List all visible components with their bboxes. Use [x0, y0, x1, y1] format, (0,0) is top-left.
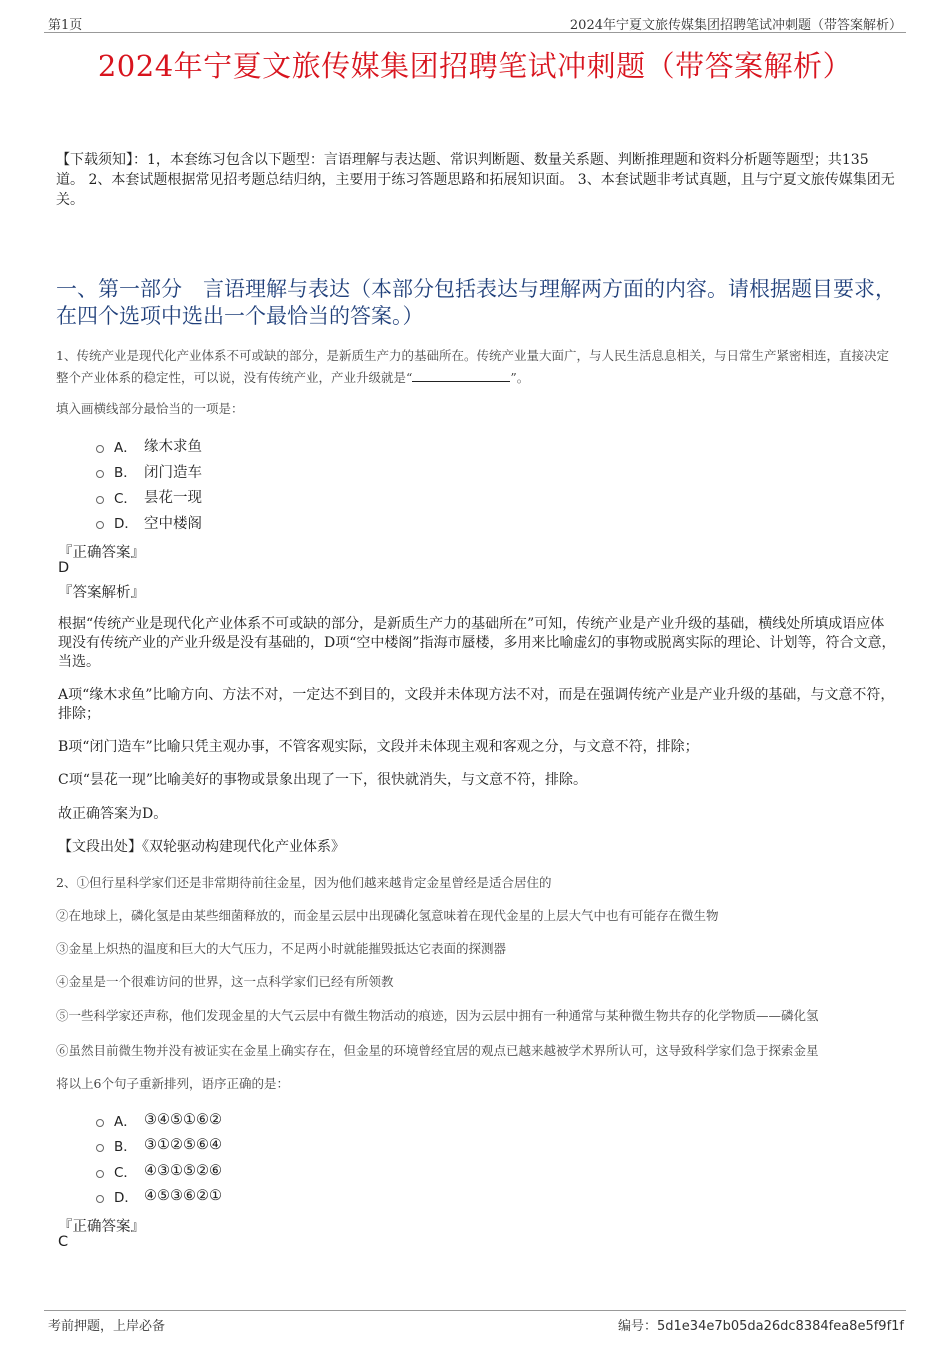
- footer-divider: [44, 1310, 906, 1311]
- radio-icon[interactable]: [96, 1170, 104, 1178]
- q2-sentence: ③金星上炽热的温度和巨大的大气压力，不足两小时就能摧毁抵达它表面的探测器: [56, 941, 507, 956]
- download-notice: 【下载须知】：1，本套练习包含以下题型：言语理解与表达题、常识判断题、数量关系题、判断推理题和资料分析题等题型；共135道。 2、本套试题根据常见招考题总结归纳，主要用于练习答题思路和拓展知识面。 3、本套试题非考试真题，且与宁夏文旅传媒集团无关。: [56, 152, 895, 208]
- q1-analysis-para: B项“闭门造车”比喻只凭主观办事，不管客观实际，文段并未体现主观和客观之分，与文意不符，排除；: [58, 739, 699, 755]
- q1-stem: [56, 345, 896, 389]
- q2-sentence: ⑥虽然目前微生物并没有被证实在金星上确实存在，但金星的环境曾经宜居的观点已越来越被学术界所认可，这导致科学家们急于探索金星: [56, 1043, 819, 1058]
- q2-option-c[interactable]: C． ④③①⑤②⑥: [96, 1158, 496, 1184]
- q1-options: [96, 433, 496, 535]
- q2-prompt: 将以上6个句子重新排列，语序正确的是：: [56, 1076, 289, 1091]
- header-page-number: 第1页: [48, 18, 83, 33]
- q1-analysis-para: A项“缘木求鱼”比喻方向、方法不对，一定达不到目的，文段并未体现方法不对，而是在强调传统产业是产业升级的基础，与文意不符，排除；: [58, 687, 895, 722]
- header-doc-title: 2024年宁夏文旅传媒集团招聘笔试冲刺题（带答案解析）: [569, 18, 902, 33]
- q1-analysis-para: 故正确答案为D。: [58, 806, 168, 822]
- q1-option-a[interactable]: A． 缘木求鱼: [96, 433, 496, 459]
- q1-analysis-label: 『答案解析』: [58, 585, 145, 601]
- q1-answer: D: [58, 560, 70, 576]
- q2-option-b[interactable]: B． ③①②⑤⑥④: [96, 1133, 496, 1159]
- q2-answer-label: 『正确答案』: [58, 1219, 145, 1235]
- q2-options: [96, 1107, 496, 1209]
- q1-stem-end: ”。: [510, 370, 530, 385]
- q2-sentence: ⑤一些科学家还声称，他们发现金星的大气云层中有微生物活动的痕迹，因为云层中拥有一种通常与某种微生物共存的化学物质——磷化氢: [56, 1008, 819, 1023]
- footer-slogan: 考前押题，上岸必备: [48, 1319, 166, 1334]
- header-divider: [44, 32, 906, 33]
- q1-analysis-para: C项“昙花一现”比喻美好的事物或景象出现了一下，很快就消失，与文意不符，排除。: [58, 772, 588, 788]
- radio-icon[interactable]: [96, 445, 104, 453]
- radio-icon[interactable]: [96, 496, 104, 504]
- radio-icon[interactable]: [96, 1195, 104, 1203]
- q1-option-b[interactable]: B． 闭门造车: [96, 459, 496, 485]
- radio-icon[interactable]: [96, 521, 104, 529]
- footer-doc-id: 编号：5d1e34e7b05da26dc8384fea8e5f9f1f: [618, 1319, 904, 1334]
- q1-stem-text: 1、传统产业是现代化产业体系不可或缺的部分，是新质生产力的基础所在。传统产业量大面广，与人民生活息息相关，与日常生产紧密相连，直接决定整个产业体系的稳定性，可以说，没有传统产业，产业升级就是“: [56, 348, 889, 385]
- q1-analysis-para: 根据“传统产业是现代化产业体系不可或缺的部分，是新质生产力的基础所在”可知，传统产业是产业升级的基础，横线处所填成语应体现没有传统产业的产业升级是没有基础的，D项“空中楼阁”指海市蜃楼，多用来比喻虚幻的事物或脱离实际的理论、计划等，符合文意，当选。: [58, 616, 896, 670]
- q2-sentence: ④金星是一个很难访问的世界，这一点科学家们已经有所领教: [56, 974, 394, 989]
- page-title: 2024年宁夏文旅传媒集团招聘笔试冲刺题（带答案解析）: [97, 49, 853, 83]
- q1-source: 【文段出处】《双轮驱动构建现代化产业体系》: [58, 839, 345, 855]
- q1-prompt: 填入画横线部分最恰当的一项是：: [56, 401, 244, 416]
- q1-blank: [412, 369, 510, 382]
- q2-answer: C: [58, 1234, 69, 1250]
- radio-icon[interactable]: [96, 470, 104, 478]
- radio-icon[interactable]: [96, 1144, 104, 1152]
- q2-option-d[interactable]: D． ④⑤③⑥②①: [96, 1184, 496, 1210]
- q2-sentence: ②在地球上，磷化氢是由某些细菌释放的，而金星云层中出现磷化氢意味着在现代金星的上层大气中也有可能存在微生物: [56, 908, 719, 923]
- q1-answer-label: 『正确答案』: [58, 545, 145, 561]
- q1-option-c[interactable]: C． 昙花一现: [96, 484, 496, 510]
- q2-sentence: 2、①但行星科学家们还是非常期待前往金星，因为他们越来越肯定金星曾经是适合居住的: [56, 875, 552, 890]
- section-heading: 一、第一部分 言语理解与表达（本部分包括表达与理解两方面的内容。请根据题目要求，在四个选项中选出一个最恰当的答案。）: [56, 277, 896, 328]
- radio-icon[interactable]: [96, 1119, 104, 1127]
- q1-option-d[interactable]: D． 空中楼阁: [96, 510, 496, 536]
- q2-option-a[interactable]: A． ③④⑤①⑥②: [96, 1107, 496, 1133]
